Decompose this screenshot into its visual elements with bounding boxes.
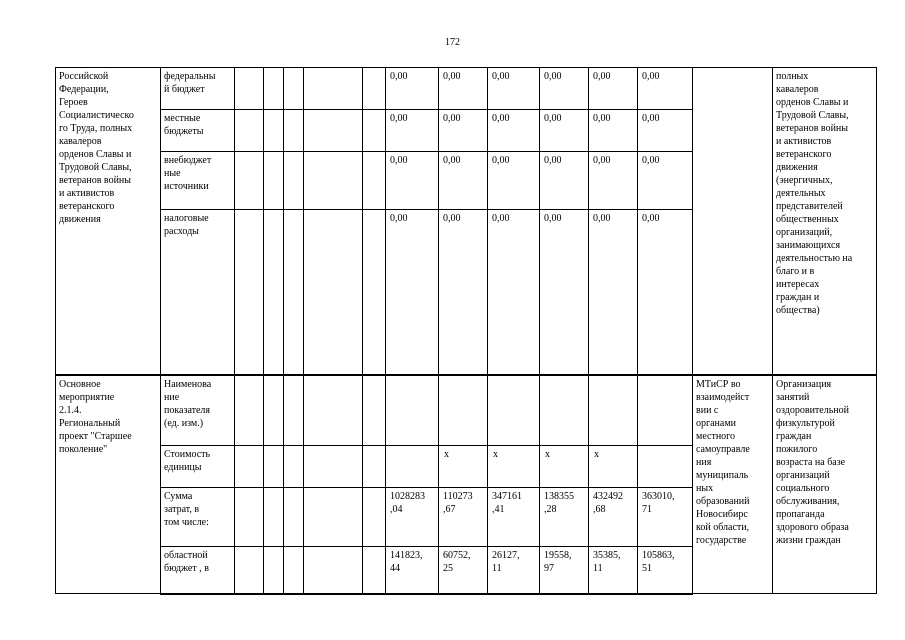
value-cell: 0,00 xyxy=(386,110,439,152)
value-cell: 138355 ,28 xyxy=(540,488,589,547)
value-cell xyxy=(386,446,439,488)
value-cell: 0,00 xyxy=(638,110,693,152)
value-cell: 0,00 xyxy=(540,210,589,375)
value-cell: 0,00 xyxy=(589,68,638,110)
value-cell xyxy=(638,446,693,488)
measure-name-cell: Основное мероприятие 2.1.4. Региональный проект "Старшее поколение" xyxy=(56,375,161,594)
value-cell xyxy=(488,375,540,446)
value-cell xyxy=(386,375,439,446)
program-table xyxy=(55,67,877,595)
value-cell: 0,00 xyxy=(386,152,439,210)
value-cell: 0,00 xyxy=(488,210,540,375)
value-cell: 110273 ,67 xyxy=(439,488,488,547)
executor-cell: МТиСР во взаимодейст вии с органами местного самоуправле ния муниципаль ных образований Новосибирс кой области, государстве xyxy=(693,375,773,594)
indicator-label: Сумма затрат, в том числе: xyxy=(161,488,235,547)
value-cell: 0,00 xyxy=(488,152,540,210)
value-cell: 35385, 11 xyxy=(589,547,638,594)
funding-source-label: налоговые расходы xyxy=(161,210,235,375)
page-number: 172 xyxy=(445,37,460,48)
value-cell: 105863, 51 xyxy=(638,547,693,594)
value-cell: x xyxy=(439,446,488,488)
value-cell: 0,00 xyxy=(589,210,638,375)
value-cell xyxy=(589,375,638,446)
indicator-label: областной бюджет , в xyxy=(161,547,235,594)
value-cell: 0,00 xyxy=(386,68,439,110)
measure-name-cell: Российской Федерации, Героев Социалистическо го Труда, полных кавалеров орденов Славы и Трудовой Славы, ветеранов войны и активистов ветеранского движения xyxy=(56,68,161,375)
funding-source-label: федеральны й бюджет xyxy=(161,68,235,110)
value-cell: x xyxy=(488,446,540,488)
executor-cell xyxy=(693,68,773,375)
value-cell: x xyxy=(540,446,589,488)
value-cell xyxy=(638,375,693,446)
value-cell: x xyxy=(589,446,638,488)
value-cell: 0,00 xyxy=(439,110,488,152)
value-cell: 0,00 xyxy=(386,210,439,375)
value-cell: 0,00 xyxy=(638,152,693,210)
value-cell: 0,00 xyxy=(488,68,540,110)
value-cell xyxy=(439,375,488,446)
value-cell: 1028283 ,04 xyxy=(386,488,439,547)
value-cell: 60752, 25 xyxy=(439,547,488,594)
funding-source-label: внебюджет ные источники xyxy=(161,152,235,210)
value-cell: 0,00 xyxy=(439,152,488,210)
value-cell: 0,00 xyxy=(540,110,589,152)
value-cell: 26127, 11 xyxy=(488,547,540,594)
value-cell: 0,00 xyxy=(589,110,638,152)
value-cell: 0,00 xyxy=(638,210,693,375)
value-cell: 0,00 xyxy=(638,68,693,110)
value-cell: 141823, 44 xyxy=(386,547,439,594)
value-cell xyxy=(540,375,589,446)
value-cell: 0,00 xyxy=(540,68,589,110)
value-cell: 0,00 xyxy=(439,68,488,110)
funding-source-label: местные бюджеты xyxy=(161,110,235,152)
table-row xyxy=(56,68,877,110)
expected-result-cell: Организация занятий оздоровительной физкультурой граждан пожилого возраста на базе организаций социального обслуживания, пропаганда здорового образа жизни граждан xyxy=(773,375,877,594)
value-cell: 0,00 xyxy=(488,110,540,152)
table-row xyxy=(56,375,877,446)
value-cell: 363010, 71 xyxy=(638,488,693,547)
expected-result-cell: полных кавалеров орденов Славы и Трудовой Славы, ветеранов войны и активистов ветеранского движения (энергичных, деятельных представителей общественных организаций, занимающихся деятельностью на благо и в интересах граждан и общества) xyxy=(773,68,877,375)
value-cell: 432492 ,68 xyxy=(589,488,638,547)
value-cell: 0,00 xyxy=(589,152,638,210)
value-cell: 0,00 xyxy=(439,210,488,375)
value-cell: 19558, 97 xyxy=(540,547,589,594)
indicator-label: Наименова ние показателя (ед. изм.) xyxy=(161,375,235,446)
value-cell: 347161 ,41 xyxy=(488,488,540,547)
value-cell: 0,00 xyxy=(540,152,589,210)
indicator-label: Стоимость единицы xyxy=(161,446,235,488)
